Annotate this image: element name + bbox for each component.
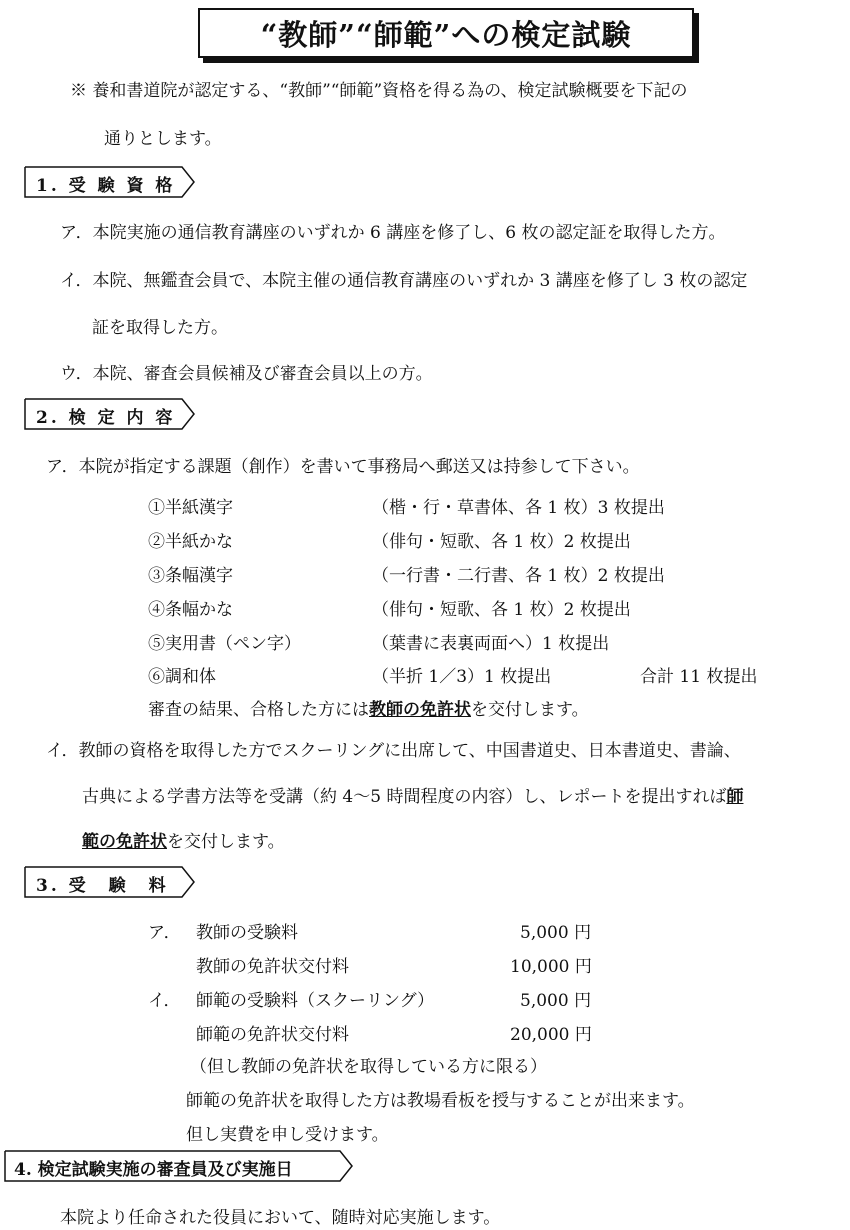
item-i-line3-text: を交付します。 (167, 832, 285, 852)
page-title-text: “教師”“師範”への検定試験 (260, 17, 632, 52)
result-pre: 審査の結果、合格した方には (148, 700, 369, 720)
subject-detail: （俳句・短歌、各 1 枚）2 枚提出 (372, 600, 631, 620)
page-title (198, 8, 694, 58)
item-i-line3-emphasis: 範の免許状 (82, 832, 167, 852)
fee-label: 師範の受験料（スクーリング） (196, 991, 435, 1011)
subject-name: ⑥調和体 (148, 667, 216, 687)
fee-amount: 20,000 円 (510, 1025, 592, 1045)
section2-heading: 2. 検 定 内 容 (36, 408, 176, 428)
subject-name: ⑤実用書（ペン字） (148, 634, 301, 654)
fee-label: 師範の免許状交付料 (196, 1025, 349, 1045)
fee-label: 教師の受験料 (196, 923, 298, 943)
section1-item-i: イ．本院、無鑑査会員で、本院主催の通信教育講座のいずれか 3 講座を修了し 3 枚の認定 (60, 271, 748, 291)
subject-name: ④条幅かな (148, 600, 233, 620)
fee-note-1: （但し教師の免許状を取得している方に限る） (190, 1057, 547, 1077)
result-post: を交付します。 (471, 700, 589, 720)
section2-item-i-line2 (82, 782, 743, 807)
section2-item-i-line3 (82, 827, 285, 852)
subject-detail: （一行書・二行書、各 1 枚）2 枚提出 (372, 566, 665, 586)
item-i-line2-text: 古典による学書方法等を受講（約 4〜5 時間程度の内容）し、レポートを提出すれば (82, 787, 727, 807)
fee-marker: イ． (148, 991, 181, 1011)
subject-detail: （葉書に表裏両面へ）1 枚提出 (372, 634, 610, 654)
subject-name: ①半紙漢字 (148, 498, 233, 518)
fee-amount: 10,000 円 (510, 957, 592, 977)
intro-line-2: 通りとします。 (104, 129, 222, 149)
section1-heading: 1. 受 験 資 格 (36, 176, 176, 196)
section1-item-i-cont: 証を取得した方。 (92, 318, 228, 338)
section1-item-a: ア．本院実施の通信教育講座のいずれか 6 講座を修了し、6 枚の認定証を取得した方。 (60, 223, 726, 243)
section3-heading: 3. 受 験 料 (36, 876, 169, 896)
section1-item-u: ウ．本院、審査会員候補及び審査会員以上の方。 (60, 364, 433, 384)
result-emphasis: 教師の免許状 (369, 700, 471, 720)
fee-note-3: 但し実費を申し受けます。 (186, 1125, 389, 1145)
section4-text: 本院より任命された役員において、随時対応実施します。 (60, 1208, 501, 1228)
subject-name: ②半紙かな (148, 532, 233, 552)
subject-detail: （楷・行・草書体、各 1 枚）3 枚提出 (372, 498, 665, 518)
section2-item-i-line1: イ．教師の資格を取得した方でスクーリングに出席して、中国書道史、日本書道史、書論、 (46, 741, 741, 761)
subject-name: ③条幅漢字 (148, 566, 233, 586)
subject-detail: （半折 1／3）1 枚提出 (372, 667, 552, 687)
fee-amount: 5,000 円 (520, 923, 592, 943)
section2-result (148, 695, 589, 720)
fee-amount: 5,000 円 (520, 991, 592, 1011)
intro-line-1: ※ 養和書道院が認定する、“教師”“師範”資格を得る為の、検定試験概要を下記の (70, 81, 688, 101)
section4-heading: 4. 検定試験実施の審査員及び実施日 (14, 1160, 293, 1180)
subject-detail: （俳句・短歌、各 1 枚）2 枚提出 (372, 532, 631, 552)
fee-note-2: 師範の免許状を取得した方は教場看板を授与することが出来ます。 (186, 1091, 695, 1111)
item-i-line2-emphasis: 師 (726, 787, 744, 807)
fee-label: 教師の免許状交付料 (196, 957, 349, 977)
subject-total: 合計 11 枚提出 (640, 667, 758, 687)
fee-marker: ア． (148, 923, 181, 943)
section2-item-a: ア．本院が指定する課題（創作）を書いて事務局へ郵送又は持参して下さい。 (46, 457, 640, 477)
